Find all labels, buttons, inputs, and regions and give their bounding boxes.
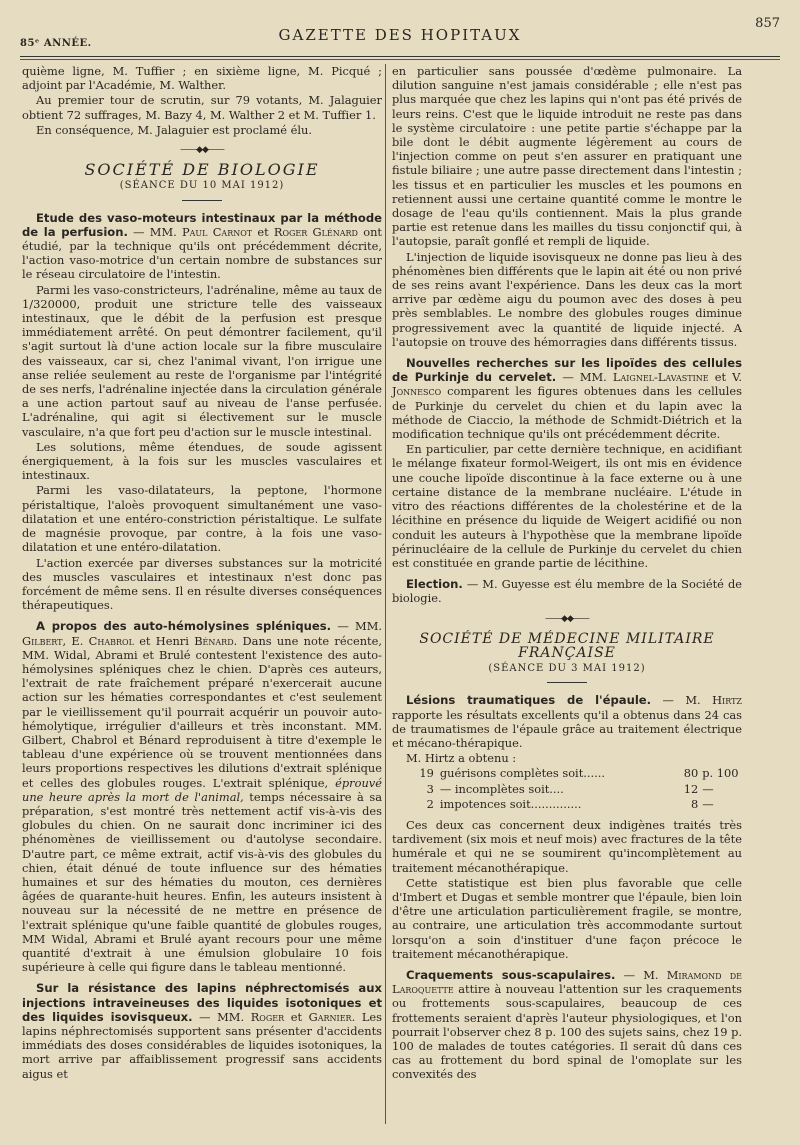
article-paragraph: Parmi les vaso-constricteurs, l'adrénaline, même au taux de 1/320000, produit une stricture telle des vaisseaux intestinaux, que le débit de la perfusion est presque immédiatement arrêté. On peut démontrer facilement, qu'il s'agit surtout là d'une action locale sur la fibre musculaire des vaisseaux, car si, chez l'animal vivant, l'on irrigue une anse reliée seulement au reste de l'organisme par l'intégrité de ses nerfs, l'adrénaline injectée dans la circulation générale a une action partout sauf au niveau de l'anse perfusée. L'adrénaline, qui agit si électivement sur le muscle vasculaire, n'a que fort peu d'action sur le muscle intestinal. <box>22 282 382 439</box>
intro-paragraph: quième ligne, M. Tuffier ; en sixième ligne, M. Picqué ; adjoint par l'Académie, M. Walther. <box>22 64 382 93</box>
article-paragraph: Parmi les vaso-dilatateurs, la peptone, l'hormone péristaltique, l'aloès provoquent simultanément une vaso-dilatation et une entéro-constriction péristaltique. Le sulfate de magnésie provoque, par contre, à la fois une vaso-dilatation et une entéro-dilatation. <box>22 483 382 555</box>
article-title: Craquements sous-scapulaires. <box>406 967 616 982</box>
article-paragraph: Election. — M. Guyesse est élu membre de la Société de biologie. <box>392 577 742 606</box>
author-name: Jonnesco <box>392 384 442 399</box>
article-paragraph: Cette statistique est bien plus favorable que celle d'Imbert et Dugas et semble montrer que l'épaule, bien loin d'être une articulation particulièrement fragile, se montre, au contraire, une articulation très accommodante surtout lorsqu'on a soin d'instituer d'une façon précoce le traitement mécanothérapique. <box>392 875 742 961</box>
page-header <box>20 14 780 54</box>
author-name: Garnier <box>308 1009 352 1024</box>
article-paragraph: Etude des vaso-moteurs intestinaux par la méthode de la perfusion. — MM. Paul Carnot et Roger Glénard ont étudié, par la technique qu'ils ont précédemment décrite, l'action vaso-motrice d'un certain nombre de substances sur le réseau circulatoire de l'intestin. <box>22 210 382 282</box>
ornament-divider: ——◆◆—— <box>545 613 589 624</box>
author-name: Gilbert <box>22 633 63 648</box>
author-name: Roger <box>250 1009 285 1024</box>
article-title: A propos des auto-hémolysines spléniques. <box>36 619 332 634</box>
article-paragraph: L'action exercée par diverses substances sur la motricité des muscles vasculaires et intestinaux n'est donc pas forcément de même sens. Il en résulte diverses conséquences thérapeutiques. <box>22 555 382 613</box>
left-column <box>22 64 382 1082</box>
article-paragraph: Sur la résistance des lapins néphrectomisés aux injections intraveineuses des liquides isotoniques et des liquides isovisqueux. — MM. Roger et Garnier. Les lapins néphrectomisés supportent sans présenter d'accidents immédiats des doses considérables de liquides isotoniques, la mort arrive par affaiblissement progressif sans accidents aigus et <box>22 981 382 1081</box>
short-rule <box>182 200 222 201</box>
stat-row: 19 guérisons complètes soit...... 80 p. 100 <box>419 766 739 781</box>
ornament-divider: ——◆◆—— <box>180 145 224 156</box>
column-divider <box>385 64 386 1124</box>
article-paragraph: En particulier, par cette dernière technique, en acidifiant le mélange fixateur formol-Weigert, ils ont mis en évidence une couche lipoïde discontinue à la face externe ou à une certaine distance de la membrane nucléaire. L'étude in vitro des réactions différentes de la cholestérine et de la lécithine en présence du liquide de Weigert acidifié ou non conduit les auteurs à l'hypothèse que la membrane lipoïde périnucléaire de la cellule de Purkinje du cervelet du chien est constituée en grande partie de lécithine. <box>392 442 742 570</box>
intro-paragraph: En conséquence, M. Jalaguier est proclamé élu. <box>36 122 312 137</box>
author-name: Hirtz <box>712 693 742 708</box>
author-name: Chabrol <box>88 633 134 648</box>
right-column <box>392 64 742 1083</box>
article-paragraph: L'injection de liquide isovisqueux ne donne pas lieu à des phénomènes bien différents que le lapin ait été ou non privé de ses reins avant l'expérience. Dans les deux cas la mort arrive par œdème aigu du poumon avec des doses à peu près semblables. Le nombre des globules rouges diminue progressivement avec la quantité de liquide injecté. A l'autopsie on trouve des hémorragies dans différents tissus. <box>392 249 742 349</box>
article-paragraph: M. Hirtz a obtenu : <box>406 751 517 766</box>
article-paragraph: en particulier sans poussée d'œdème pulmonaire. La dilution sanguine n'est jamais considérable ; elle n'est pas plus marquée que chez les lapins qui n'ont pas été privés de leurs reins. C'est que le liquide introduit ne reste pas dans le système circulatoire : une petite partie s'échappe par la bile dont le débit augmente légèrement au cours de l'injection comme on peut s'en assurer en pratiquant une fistule biliaire ; une autre passe directement dans l'intestin ; les tissus et en particulier les muscles et les poumons en retiennent aussi une certaine quantité comme le montre le dosage de l'eau qu'ils contiennent. Mais la plus grande partie est retenue dans les mailles du tissu conjonctif qui, à l'autopsie, paraît gonflé et rempli de liquide. <box>392 64 742 249</box>
article-title: Election. <box>406 577 463 592</box>
article-paragraph: Lésions traumatiques de l'épaule. — M. Hirtz rapporte les résultats excellents qu'il a obtenus dans 24 cas de traumatismes de l'épaule grâce au traitement électrique et mécano-thérapique. <box>392 693 742 750</box>
section-title: SOCIÉTÉ DE MÉDECINE MILITAIRE FRANÇAISE <box>419 630 715 661</box>
header-rule-thin <box>20 59 780 60</box>
author-name: Laignel-Lavastine <box>612 370 709 385</box>
stat-row: 3 — incomplètes soit.... 12 — <box>426 781 714 796</box>
italic-phrase: éprouvé une heure après la mort de l'animal, <box>22 775 382 804</box>
article-paragraph: Les solutions, même étendues, de soude agissent énergiquement, à la fois sur les muscles vasculaires et intestinaux. <box>22 439 382 483</box>
author-name: Bénard <box>194 633 234 648</box>
section-session: (SÉANCE DU 3 MAI 1912) <box>488 663 646 675</box>
volume-label: 85ᵉ ANNÉE. <box>20 38 92 49</box>
page-number: 857 <box>755 16 780 31</box>
article-paragraph: Craquements sous-scapulaires. — M. Miramond de Laroquette attire à nouveau l'attention sur les craquements ou frottements sous-scapulaires, beaucoup de ces frottements seraient d'après l'auteur physiologiques, et l'on pourrait l'observer chez 8 p. 100 des sujets sains, chez 19 p. 100 de malades de toutes catégories. Il serait dû dans ces cas au frottement du bord spinal de l'omoplate sur les convexités des <box>392 967 742 1082</box>
journal-title: GAZETTE DES HOPITAUX <box>278 26 522 44</box>
stat-row: 2 impotences soit.............. 8 — <box>426 796 714 811</box>
intro-paragraph: Au premier tour de scrutin, sur 79 votants, M. Jalaguier obtient 72 suffrages, M. Bazy 4, M. Walther 2 et M. Tuffier 1. <box>22 93 382 122</box>
author-name: Miramond de Laroquette <box>392 967 742 997</box>
article-paragraph: Nouvelles recherches sur les lipoïdes des cellules de Purkinje du cervelet. — MM. Laignel-Lavastine et V. Jonnesco comparent les figures obtenues dans les cellules de Purkinje du cervelet du chien et du lapin avec la méthode de Ciaccio, la méthode de Schmidt-Diétrich et la modification technique qu'ils ont précédemment décrite. <box>392 356 742 442</box>
header-rule <box>20 56 780 57</box>
section-session: (SÉANCE DU 10 MAI 1912) <box>119 180 285 192</box>
short-rule <box>547 682 587 683</box>
article-title: Sur la résistance des lapins néphrectomisés aux injections intraveineuses des liquides isotoniques et des liquides isovisqueux. <box>22 981 382 1024</box>
article-title: Lésions traumatiques de l'épaule. <box>406 693 652 708</box>
author-name: Paul Carnot <box>181 224 253 239</box>
article-paragraph: A propos des auto-hémolysines spléniques. — MM. Gilbert, E. Chabrol et Henri Bénard. Dans une note récente, MM. Widal, Abrami et Brulé contestent l'existence des auto-hémolysines spléniques chez le chien. D'après ces auteurs, l'extrait de rate fraîchement préparé n'exercerait aucune action sur les hématies correspondantes et c'est seulement par le vieillissement qu'il pourrait acquérir un pouvoir auto-hémolytique, irrégulier d'ailleurs et très inconstant. MM. Gilbert, Chabrol et Bénard reproduisent à titre d'exemple le tableau d'une expérience où se trouvent mentionnées dans leurs proportions respectives les dilutions d'extrait splénique et celles des globules rouges. L'extrait splénique, éprouvé une heure après la mort de l'animal, temps nécessaire à sa préparation, s'est montré très nettement actif vis-à-vis des globules du chien. On ne saurait donc incriminer ici des phénomènes de vieillissement ou d'autolyse secondaire. D'autre part, ce même extrait, actif vis-à-vis des globules du chien, était dénué de toute influence sur des hématies humaines et sur des hématies du mouton, ces dernières âgées de quarante-huit heures. Enfin, les auteurs insistent à nouveau sur la nécessité de ne mettre en présence de l'extrait splénique qu'une faible quantité de globules rouges, MM Widal, Abrami et Brulé ayant recours pour une même quantité d'extrait à une émulsion globulaire 10 fois supérieure à celle qui figure dans le tableau mentionné. <box>22 619 383 975</box>
article-title: Nouvelles recherches sur les lipoïdes des cellules de Purkinje du cervelet. <box>392 356 742 385</box>
article-title: Etude des vaso-moteurs intestinaux par la méthode de la perfusion. <box>22 210 382 239</box>
author-name: Roger Glénard <box>273 224 358 239</box>
article-paragraph: Ces deux cas concernent deux indigènes traités très tardivement (six mois et neuf mois) avec fractures de la tête humérale et qui ne se soumirent qu'incomplètement au traitement mécanothérapique. <box>392 817 742 875</box>
section-title: SOCIÉTÉ DE BIOLOGIE <box>84 160 320 180</box>
